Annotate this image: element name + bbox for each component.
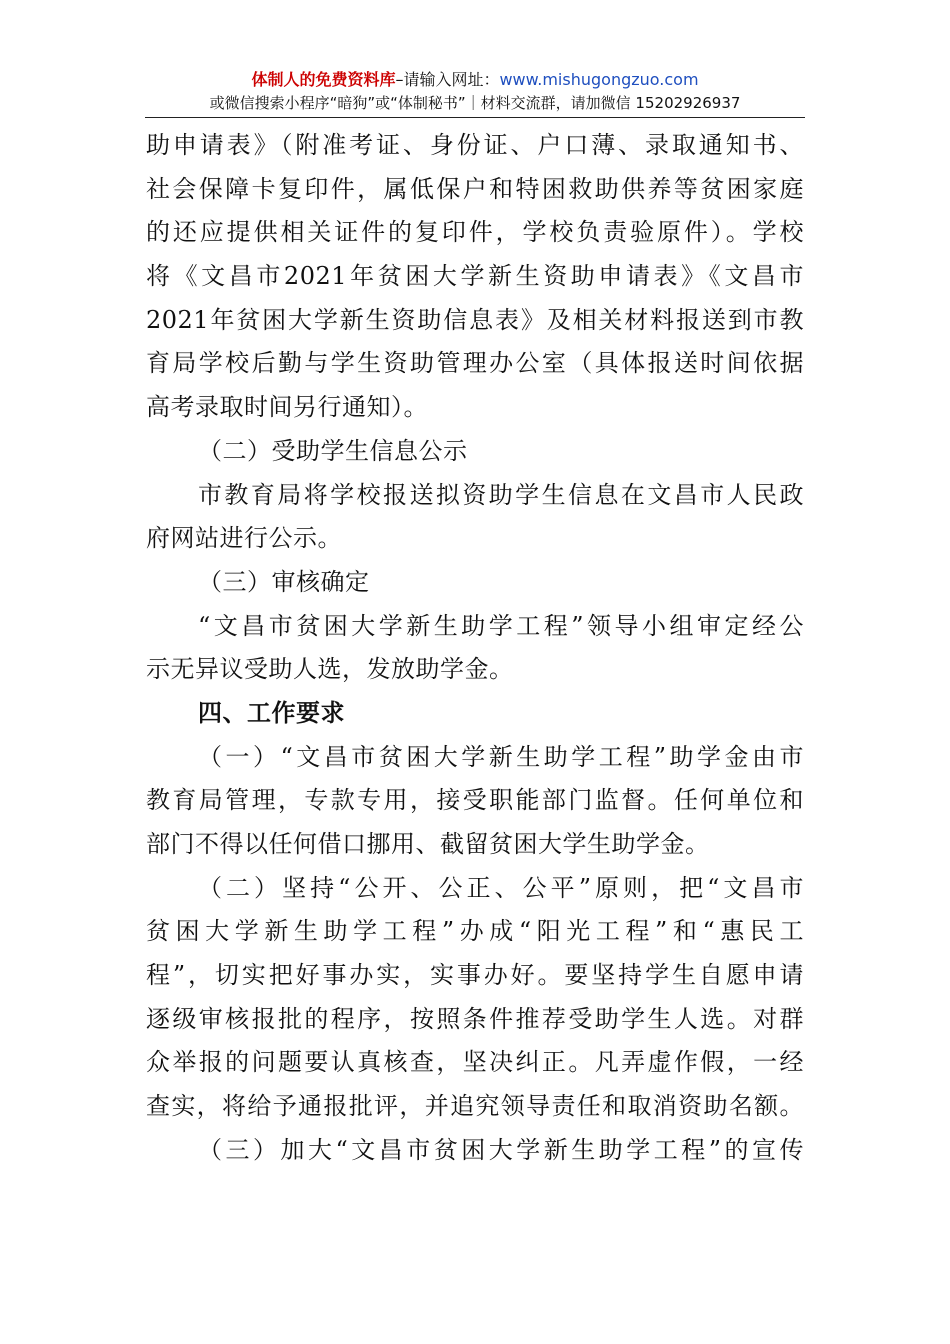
header-brand: 体制人的免费资料库: [251, 70, 396, 89]
header-divider: [145, 117, 805, 118]
subheading: （三）审核确定: [198, 567, 370, 596]
header-line-1: [145, 68, 805, 92]
text-line: 府网站进行公示。: [146, 524, 342, 553]
text-line: 将《文昌市2021年贫困大学新生资助申请表》《文昌市: [146, 262, 804, 291]
text-line: （二）坚持“公开、公正、公平”原则，把“文昌市: [198, 873, 804, 902]
subheading: （二）受助学生信息公示: [198, 436, 468, 465]
section-heading: 四、工作要求: [198, 698, 345, 727]
text-line: 示无异议受助人选，发放助学金。: [146, 655, 514, 684]
text-line: “文昌市贫困大学新生助学工程”领导小组审定经公: [198, 611, 804, 640]
text-line: 助申请表》（附准考证、身份证、户口薄、录取通知书、: [146, 131, 804, 159]
text-line: 部门不得以任何借口挪用、截留贫困大学生助学金。: [146, 830, 710, 858]
text-line: 众举报的问题要认真核查，坚决纠正。凡弄虚作假，一经: [146, 1048, 804, 1077]
page-header: [145, 68, 805, 114]
text-line: 查实，将给予通报批评，并追究领导责任和取消资助名额。: [146, 1092, 804, 1121]
text-line: 逐级审核报批的程序，按照条件推荐受助学生人选。对群: [146, 1004, 804, 1033]
text-line: 2021年贫困大学新生资助信息表》及相关材料报送到市教: [146, 305, 804, 334]
text-line: 的还应提供相关证件的复印件，学校负责验原件）。学校: [146, 218, 804, 247]
text-line: 社会保障卡复印件，属低保户和特困救助供养等贫困家庭: [146, 174, 804, 203]
document-body: [146, 124, 804, 1173]
text-line: 程”，切实把好事办实，实事办好。要坚持学生自愿申请: [146, 961, 804, 990]
header-url-link[interactable]: www.mishugongzuo.com: [499, 70, 699, 89]
text-line: 贫困大学新生助学工程”办成“阳光工程”和“惠民工: [146, 917, 804, 946]
text-line: 高考录取时间另行通知）。: [146, 393, 428, 422]
header-line-2: 或微信搜索小程序“暗狗”或“体制秘书”｜材料交流群，请加微信 15202926937: [209, 94, 741, 112]
text-line: 教育局管理，专款专用，接受职能部门监督。任何单位和: [146, 786, 804, 815]
text-line: 育局学校后勤与学生资助管理办公室（具体报送时间依据: [146, 349, 804, 378]
text-line: （一）“文昌市贫困大学新生助学工程”助学金由市: [198, 742, 804, 771]
header-prompt: –请输入网址：: [395, 70, 500, 89]
text-line: （三）加大“文昌市贫困大学新生助学工程”的宣传: [198, 1135, 804, 1164]
text-line: 市教育局将学校报送拟资助学生信息在文昌市人民政: [198, 480, 804, 509]
